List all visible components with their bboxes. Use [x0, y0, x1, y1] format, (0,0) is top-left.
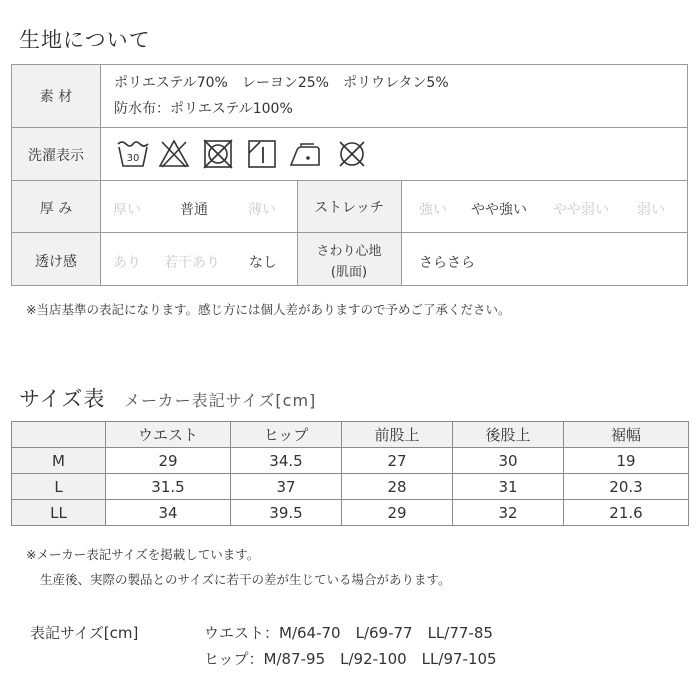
table-cell: 31 — [453, 474, 564, 500]
no-dry-clean-icon — [336, 139, 368, 169]
care-label: 洗濯表示 — [28, 148, 84, 164]
stretch-label: ストレッチ — [314, 200, 384, 216]
sheer-option-none: なし — [249, 255, 277, 271]
row-size-label: M — [12, 448, 106, 474]
stretch-option-weak: 弱い — [637, 202, 665, 218]
sheer-option-yes: あり — [113, 255, 141, 271]
table-cell: 29 — [342, 500, 453, 526]
table-cell: 39.5 — [231, 500, 342, 526]
label-size-waist: ウエスト：M/64-70 L/69-77 LL/77-85 — [204, 624, 493, 642]
no-bleach-icon — [158, 139, 190, 169]
iron-low-icon — [288, 141, 328, 169]
table-cell: 27 — [342, 448, 453, 474]
touch-label: さわり心地 — [316, 244, 382, 259]
table-cell: 20.3 — [564, 474, 689, 500]
table-cell: 19 — [564, 448, 689, 474]
table-cell: 34 — [106, 500, 231, 526]
row-divider — [12, 127, 687, 128]
size-note-line1: ※メーカー表記サイズを掲載しています。 — [26, 547, 260, 562]
stretch-option-somewhat-weak: やや弱い — [553, 202, 609, 218]
size-subtitle: メーカー表記サイズ[cm] — [124, 391, 317, 410]
table-cell: 37 — [231, 474, 342, 500]
material-line1: ポリエステル70% レーヨン25% ポリウレタン5% — [114, 75, 449, 91]
stretch-option-strong: 強い — [419, 202, 447, 218]
fabric-title: 生地について — [19, 28, 151, 52]
thickness-option-thin: 薄い — [248, 202, 276, 218]
header-cell: 後股上 — [453, 422, 564, 448]
table-cell: 28 — [342, 474, 453, 500]
header-cell: 前股上 — [342, 422, 453, 448]
touch-label-sub: (肌面) — [330, 265, 368, 280]
no-tumble-dry-icon — [202, 139, 234, 169]
table-row — [12, 474, 689, 500]
fabric-note: ※当店基準の表記になります。感じ方には個人差がありますので予めご了承ください。 — [26, 302, 511, 317]
table-row — [12, 448, 689, 474]
sheer-option-slight: 若干あり — [164, 255, 220, 271]
thickness-option-normal: 普通 — [180, 202, 208, 218]
table-cell: 32 — [453, 500, 564, 526]
touch-value: さらさら — [419, 255, 475, 271]
svg-text:30: 30 — [126, 153, 140, 164]
material-line2: 防水布：ポリエステル100% — [114, 101, 293, 117]
table-row — [12, 500, 689, 526]
table-cell: 31.5 — [106, 474, 231, 500]
table-cell: 29 — [106, 448, 231, 474]
table-cell: 30 — [453, 448, 564, 474]
row-size-label: LL — [12, 500, 106, 526]
header-cell: ウエスト — [106, 422, 231, 448]
header-cell — [12, 422, 106, 448]
stretch-option-somewhat-strong: やや強い — [471, 202, 527, 218]
material-label: 素 材 — [39, 89, 73, 105]
label-size-hip: ヒップ：M/87-95 L/92-100 LL/97-105 — [204, 650, 497, 668]
col-divider — [100, 65, 101, 285]
size-table — [11, 421, 689, 526]
sheer-label: 透け感 — [35, 254, 77, 270]
thickness-label: 厚 み — [39, 201, 73, 217]
header-cell: 裾幅 — [564, 422, 689, 448]
row-divider — [12, 180, 687, 181]
size-title: サイズ表 — [19, 387, 106, 411]
header-cell: ヒップ — [231, 422, 342, 448]
row-size-label: L — [12, 474, 106, 500]
line-dry-shade-icon — [246, 139, 278, 169]
table-cell: 21.6 — [564, 500, 689, 526]
row-divider — [12, 232, 687, 233]
col-divider — [401, 180, 402, 285]
size-table-header — [12, 422, 689, 448]
wash-30-icon — [116, 139, 150, 169]
table-cell: 34.5 — [231, 448, 342, 474]
label-size-title: 表記サイズ[cm] — [30, 624, 139, 642]
fabric-table — [11, 64, 688, 286]
thickness-option-thick: 厚い — [113, 202, 141, 218]
size-note-line2: 生産後、実際の製品とのサイズに若干の差が生じている場合があります。 — [40, 572, 451, 587]
